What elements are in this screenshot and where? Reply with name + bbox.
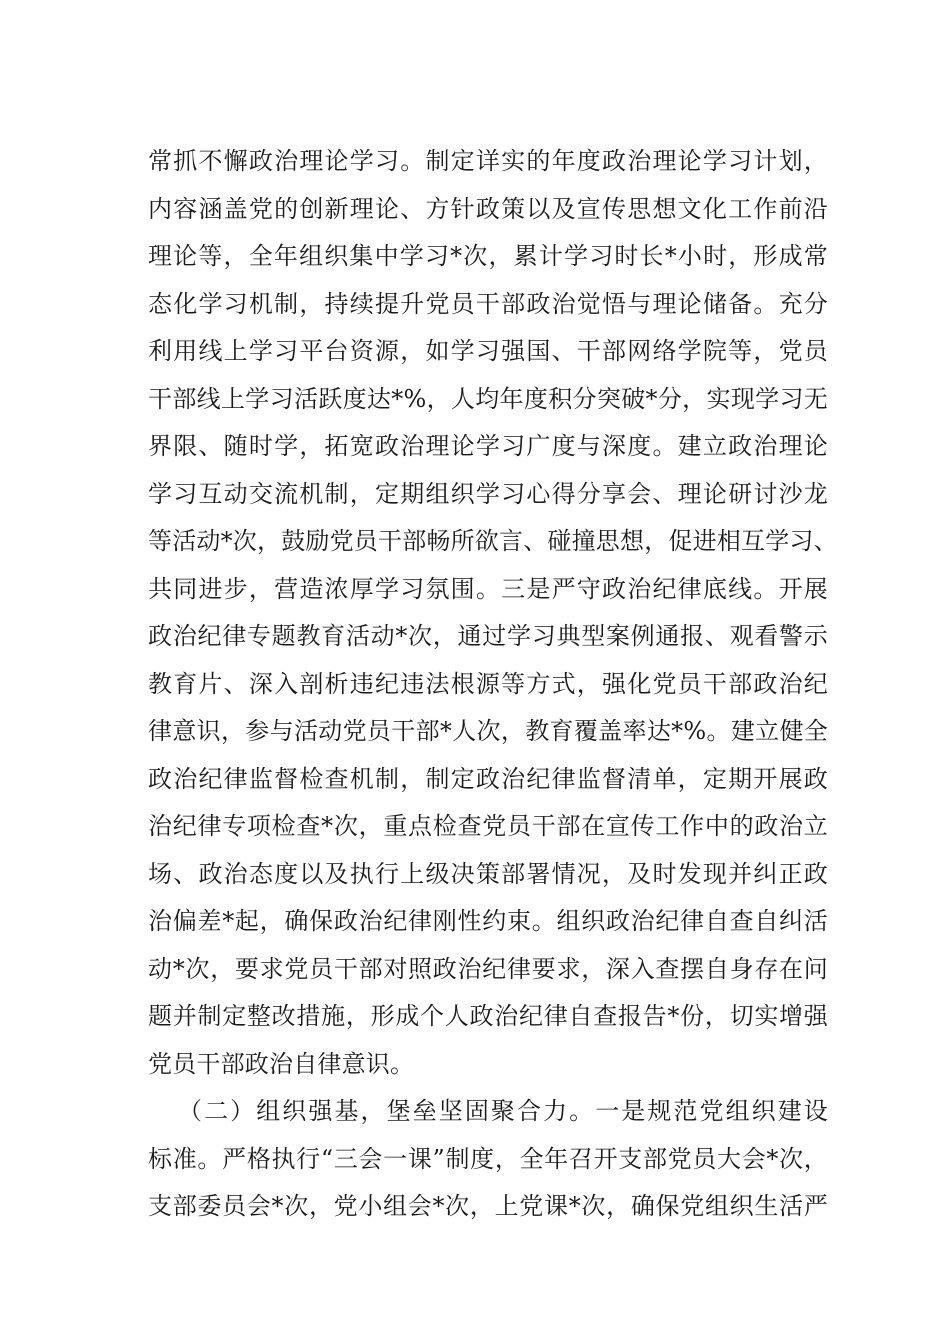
text-line: 理论等，全年组织集中学习*次，累计学习时长*小时，形成常 (148, 242, 828, 270)
text-line: 利用线上学习平台资源，如学习强国、干部网络学院等，党员 (148, 337, 828, 365)
text-line: 内容涵盖党的创新理论、方针政策以及宣传思想文化工作前沿 (148, 194, 828, 223)
text-line: 界限、随时学，拓宽政治理论学习广度与深度。建立政治理论 (148, 432, 828, 460)
text-line: 等活动*次，鼓励党员干部畅所欲言、碰撞思想，促进相互学习、 (148, 527, 838, 555)
body-text (148, 138, 838, 1231)
text-line: 治纪律专项检查*次，重点检查党员干部在宣传工作中的政治立 (148, 812, 828, 840)
text-line: 政治纪律专题教育活动*次，通过学习典型案例通报、观看警示 (148, 622, 828, 650)
text-line: 动*次，要求党员干部对照政治纪律要求，深入查摆自身存在问 (148, 954, 828, 983)
section-heading-line: （二）组织强基，堡垒坚固聚合力。一是规范党组织建设 (178, 1097, 828, 1125)
text-line: 支部委员会*次，党小组会*次，上党课*次，确保党组织生活严 (148, 1192, 828, 1220)
text-line: 学习互动交流机制，定期组织学习心得分享会、理论研讨沙龙 (148, 479, 828, 508)
text-line: 题并制定整改措施，形成个人政治纪律自查报告*份，切实增强 (148, 1002, 828, 1030)
text-line: 场、政治态度以及执行上级决策部署情况，及时发现并纠正政 (148, 859, 828, 888)
text-line: 治偏差*起，确保政治纪律刚性约束。组织政治纪律自查自纠活 (148, 907, 828, 935)
text-line: 律意识，参与活动党员干部*人次，教育覆盖率达*%。建立健全 (148, 717, 828, 745)
text-line: 常抓不懈政治理论学习。制定详实的年度政治理论学习计划， (148, 147, 828, 175)
text-line: 态化学习机制，持续提升党员干部政治觉悟与理论储备。充分 (148, 289, 828, 318)
text-line: 标准。严格执行“三会一课”制度，全年召开支部党员大会*次， (148, 1144, 828, 1173)
text-line: 干部线上学习活跃度达*%，人均年度积分突破*分，实现学习无 (148, 384, 828, 413)
text-line: 共同进步，营造浓厚学习氛围。三是严守政治纪律底线。开展 (148, 574, 828, 603)
text-line: 政治纪律监督检查机制，制定政治纪律监督清单，定期开展政 (148, 764, 828, 793)
text-line: 教育片、深入剖析违纪违法根源等方式，强化党员干部政治纪 (148, 669, 828, 698)
paragraph-end-line: 党员干部政治自律意识。 (148, 1049, 415, 1078)
